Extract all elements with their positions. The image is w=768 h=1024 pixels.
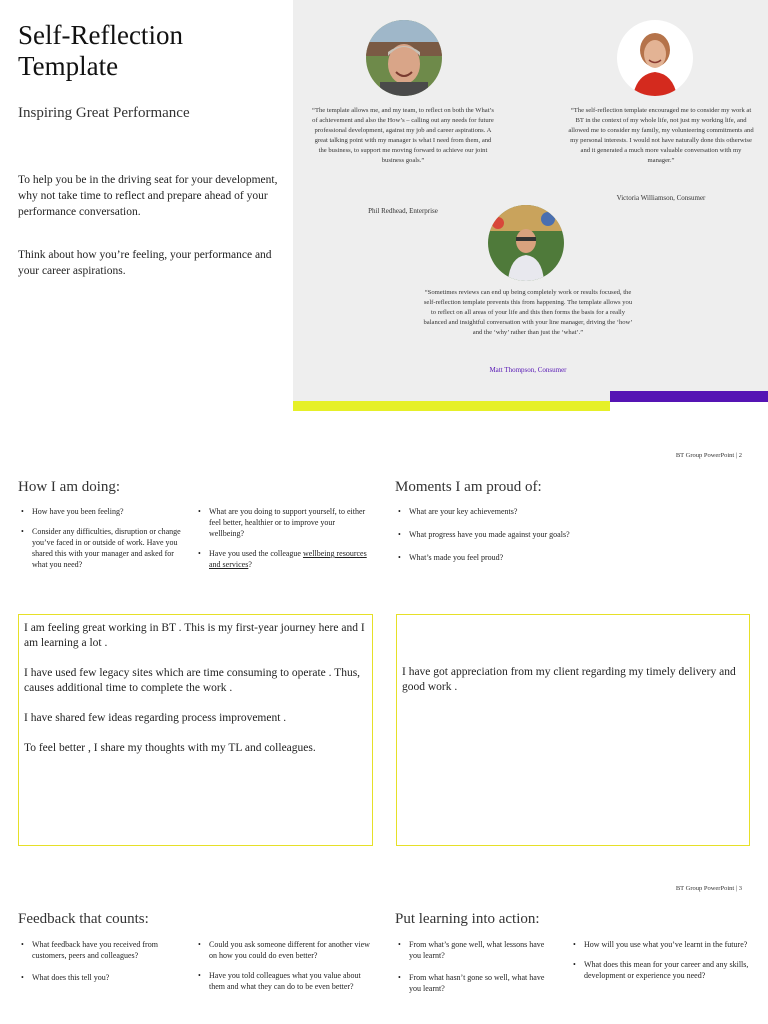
answer-paragraph: To feel better , I share my thoughts with my TL and colleagues. — [24, 742, 316, 754]
feedback-questions-col2 — [195, 939, 370, 1001]
intro-paragraph-2: Think about how you’re feeling, your performance and your career aspirations. — [18, 249, 272, 277]
section-title-learning: Put learning into action: — [395, 911, 540, 927]
testimonial-author: Phil Redhead, Enterprise — [368, 207, 438, 215]
how-i-am-doing-answer-box[interactable] — [18, 614, 373, 846]
page-title: Self-Reflection Template — [18, 20, 183, 81]
testimonial-author: Matt Thompson, Consumer — [489, 366, 567, 374]
list-item-text: Have you used the colleague — [209, 549, 303, 558]
testimonial-quote: “Sometimes reviews can end up being completely work or results focused, the self-reflection template prevents this from happening. The template allows you to reflect on all areas of your life and this then forms the basis for a really balanced and insightful conversation with your line manager, driving the ‘how’ and the ‘why’ rather than just the ‘what’.” — [423, 289, 633, 336]
accent-bar-purple — [610, 391, 768, 402]
list-item: • How have you been feeling? — [18, 506, 188, 517]
slide-footer: BT Group PowerPoint | 2 — [675, 452, 742, 459]
list-item: • What feedback have you received from customers, peers and colleagues? — [18, 939, 190, 961]
list-item: • How will you use what you’ve learnt in the future? — [570, 939, 750, 950]
testimonial-quote: “The self-reflection template encouraged me to consider my work at BT in the context of my whole life, not just my working life, and allowed me to consider my family, my volunteering commitments and my personal interests. I would not have naturally done this otherwise and it generated a much more valuable conversation with my manager.” — [568, 107, 754, 164]
wellbeing-resources-link[interactable]: wellbeing resources and services — [209, 549, 367, 569]
section-title-feedback: Feedback that counts: — [18, 911, 149, 927]
learning-questions-col1 — [395, 939, 555, 1005]
moments-proud-answer-box[interactable] — [396, 614, 750, 846]
how-questions-col1 — [18, 506, 188, 579]
answer-paragraph: I have shared few ideas regarding process improvement . — [24, 712, 287, 724]
testimonial-author: Victoria Williamson, Consumer — [616, 194, 706, 202]
answer-paragraph: I have got appreciation from my client regarding my timely delivery and good work . — [402, 666, 736, 693]
list-item: • What does this mean for your career and any skills, development or experience you need? — [570, 959, 750, 981]
list-item: • Could you ask someone different for another view on how you could do even better? — [195, 939, 370, 961]
moments-questions — [395, 506, 645, 575]
learning-questions-col2 — [570, 939, 750, 990]
list-item: • What does this tell you? — [18, 972, 190, 983]
slide-footer: BT Group PowerPoint | 3 — [675, 885, 742, 892]
list-item — [195, 548, 370, 570]
answer-paragraph: I am feeling great working in BT . This is my first-year journey here and I am learning a lot . — [24, 622, 365, 649]
section-title-moments-proud: Moments I am proud of: — [395, 479, 542, 495]
list-item: • What are your key achievements? — [395, 506, 645, 517]
tagline: Inspiring Great Performance — [18, 105, 190, 121]
list-item: • What are you doing to support yourself, to either feel better, healthier or to improve your wellbeing? — [195, 506, 370, 539]
intro-paragraph-1: To help you be in the driving seat for your development, why not take time to reflect and prepare ahead of your performance conversation. — [18, 174, 278, 218]
how-questions-col2 — [195, 506, 370, 579]
section-title-how-i-am-doing: How I am doing: — [18, 479, 121, 495]
avatar-victoria-williamson — [617, 20, 693, 96]
list-item: • Have you told colleagues what you value about them and what they can do to be even better? — [195, 970, 370, 992]
list-item: • From what’s gone well, what lessons have you learnt? — [395, 939, 555, 961]
list-item: • What progress have you made against your goals? — [395, 529, 645, 540]
feedback-questions-col1 — [18, 939, 190, 994]
list-item: • Consider any difficulties, disruption or change you’ve faced in or outside of work. Have you shared this with your manager and asked for what you need? — [18, 526, 188, 570]
avatar-phil-redhead — [366, 20, 442, 96]
list-item: • What’s made you feel proud? — [395, 552, 645, 563]
answer-paragraph: I have used few legacy sites which are time consuming to operate . Thus, causes additional time to complete the work . — [24, 667, 361, 694]
list-item: • From what hasn’t gone so well, what have you learnt? — [395, 972, 555, 994]
testimonial-quote: “The template allows me, and my team, to reflect on both the What’s of achievement and also the How’s – calling out any needs for future professional development, against my job and career aspirations. A great talking point with my manager is what I need from them, and the business, to support me moving forward to achieve our joint business goals.” — [312, 107, 494, 164]
avatar-matt-thompson — [488, 205, 564, 281]
accent-bar-yellow — [293, 401, 610, 411]
list-item-text: ? — [248, 560, 252, 569]
